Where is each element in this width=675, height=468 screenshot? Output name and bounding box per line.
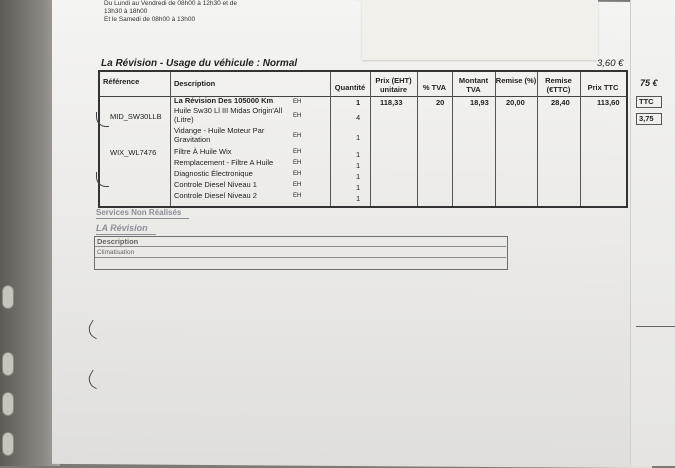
services-item: Climatisation: [95, 248, 506, 258]
binder-hole: [2, 352, 14, 376]
row-quantite: 1: [356, 172, 361, 181]
row-description: Huile Sw30 Ll III Midas Origin'All (Litre): [174, 106, 283, 124]
row-remise-ettc: 28,40: [551, 98, 570, 107]
side-ttc-label: TTC: [636, 96, 662, 108]
header-tva: % TVA: [422, 83, 447, 92]
services-title: Services Non Réalisés: [96, 208, 182, 217]
services-header: Description: [95, 237, 506, 247]
row-quantite: 1: [356, 183, 361, 192]
services-table: [94, 236, 508, 270]
row-description: Remplacement - Filtre A Huile: [174, 158, 274, 167]
header-prix-unitaire: Prix (EHT) unitaire: [375, 76, 412, 94]
row-description: Vidange - Huile Moteur Par Gravitation: [174, 126, 265, 144]
row-quantite: 4: [356, 113, 361, 122]
binder-hole: [2, 285, 14, 309]
column-divider: [417, 72, 418, 206]
row-code: EH: [293, 133, 302, 139]
header-reference: Référence: [103, 77, 140, 86]
column-divider: [170, 72, 171, 206]
section-total: 3,60 €: [597, 58, 624, 69]
invoice-table: [98, 70, 628, 208]
column-divider: [330, 72, 331, 206]
binder-hole: [2, 392, 14, 416]
row-prix-unitaire: 118,33: [380, 98, 403, 107]
row-quantite: 1: [356, 98, 361, 107]
side-value: 3,75: [636, 113, 662, 125]
row-code: EH: [293, 193, 302, 199]
row-description: Controle Diesel Niveau 2: [174, 191, 257, 200]
section-title: La Révision - Usage du véhicule : Normal: [101, 58, 298, 69]
side-amount: 75 €: [640, 78, 658, 88]
hours-line: 13h30 à 18h00: [104, 8, 148, 15]
row-quantite: 1: [356, 194, 361, 203]
row-code: EH: [293, 160, 302, 166]
underline: [96, 218, 189, 219]
opening-hours: [104, 0, 237, 24]
pen-mark: [96, 112, 109, 127]
row-remise-pct: 20,00: [506, 98, 525, 107]
binder-hole: [2, 432, 14, 456]
row-code: EH: [293, 99, 302, 105]
services-subtitle: LA Révision: [96, 223, 148, 233]
pen-mark: [96, 172, 109, 187]
header-remise-pct: Remise (%): [495, 76, 537, 85]
hours-line: Du Lundi au Vendredi de 08h00 à 12h30 et de: [104, 0, 238, 7]
row-code: EH: [293, 113, 302, 119]
row-description: La Révision Des 105000 Km: [174, 96, 274, 105]
row-code: EH: [293, 149, 302, 155]
row-prix-ttc: 113,60: [597, 98, 620, 107]
header-remise-ettc: Remise (€TTC): [545, 76, 572, 94]
divider-line: [636, 326, 675, 327]
next-page-edge: [630, 0, 675, 466]
column-divider: [495, 72, 496, 206]
header-prix-ttc: Prix TTC: [587, 83, 619, 92]
column-divider: [580, 72, 581, 206]
header-montant-tva: Montant TVA: [458, 76, 489, 94]
header-quantite: Quantité: [334, 83, 366, 92]
row-quantite: 1: [356, 161, 361, 170]
row-code: EH: [293, 171, 302, 177]
row-quantite: 1: [356, 133, 361, 142]
row-code: EH: [293, 182, 302, 188]
underline: [96, 234, 156, 235]
row-reference: MID_SW30LLB: [110, 112, 162, 121]
row-tva: 20: [436, 98, 445, 107]
row-quantite: 1: [356, 150, 361, 159]
row-description: Controle Diesel Niveau 1: [174, 180, 257, 189]
row-description: Diagnostic Électronique: [174, 169, 253, 178]
header-description: Description: [174, 79, 216, 88]
row-description: Filtre À Huile Wix: [174, 147, 232, 156]
row-montant-tva: 18,93: [470, 98, 489, 107]
row-reference: WIX_WL7476: [110, 148, 157, 157]
hours-line: Et le Samedi de 08h00 à 13h00: [104, 16, 196, 23]
sticky-note: [362, 0, 598, 60]
